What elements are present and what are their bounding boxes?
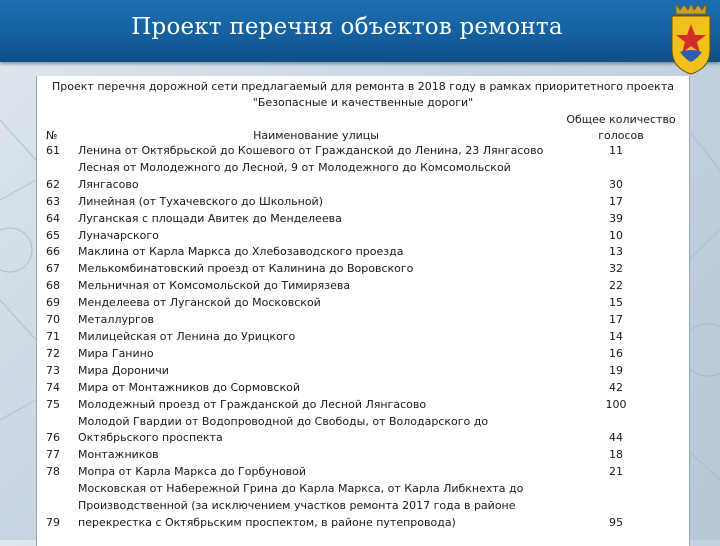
street-name (76, 228, 548, 245)
vote-count: 16 (609, 346, 623, 360)
row-number: 72 (46, 346, 60, 360)
row-number: 69 (46, 296, 60, 310)
street-name (76, 278, 548, 295)
street-name-line: Луначарского (78, 228, 159, 242)
row-number: 77 (46, 448, 60, 462)
vote-count: 32 (609, 262, 623, 276)
column-header-votes (557, 112, 685, 144)
street-name (76, 211, 548, 228)
street-name-line: Луганская с площади Авитек до Менделеева (78, 211, 342, 225)
street-name-line: Металлургов (78, 313, 154, 327)
table-row (37, 346, 689, 363)
table-row (37, 194, 689, 211)
street-name (76, 481, 548, 532)
vote-count: 42 (609, 380, 623, 394)
table-row (37, 295, 689, 312)
row-number: 67 (46, 262, 60, 276)
vote-count: 14 (609, 329, 623, 343)
street-name-line: Милицейская от Ленина до Урицкого (78, 329, 296, 343)
table-row (37, 380, 689, 397)
vote-count: 22 (609, 279, 623, 293)
table-row (37, 244, 689, 261)
table-caption (37, 79, 689, 111)
row-number: 78 (46, 465, 60, 479)
street-name (76, 312, 548, 329)
row-number: 63 (46, 194, 60, 208)
table-row (37, 261, 689, 278)
table-row (37, 329, 689, 346)
row-number: 76 (46, 431, 60, 445)
street-name-line: Менделеева от Луганской до Московской (78, 296, 321, 310)
street-name-line: Производственной (за исключением участков ремонта 2017 года в районе (78, 499, 516, 513)
table-row (37, 481, 689, 532)
street-name (76, 194, 548, 211)
coat-of-arms-icon (666, 2, 716, 76)
table-row (37, 464, 689, 481)
column-header-name: Наименование улицы (253, 129, 379, 142)
vote-count: 17 (609, 194, 623, 208)
street-name (76, 143, 548, 160)
street-name-line: Мелькомбинатовский проезд от Калинина до Воровского (78, 262, 414, 276)
row-number: 62 (46, 177, 60, 191)
table-body (37, 143, 689, 532)
street-name-line: Молодежный проезд от Гражданской до Лесной Лянгасово (78, 397, 427, 411)
vote-count: 39 (609, 211, 623, 225)
street-name (76, 464, 548, 481)
street-name-line: Маклина от Карла Маркса до Хлебозаводского проезда (78, 245, 404, 259)
vote-count: 13 (609, 245, 623, 259)
row-number: 75 (46, 397, 60, 411)
table-row (37, 211, 689, 228)
street-name (76, 397, 548, 414)
column-header-number: № (46, 129, 58, 142)
street-name-line: Лесная от Молодежного до Лесной, 9 от Молодежного до Комсомольской (78, 160, 511, 174)
table-row (37, 143, 689, 160)
table-row (37, 447, 689, 464)
vote-count: 17 (609, 313, 623, 327)
vote-count: 30 (609, 177, 623, 191)
street-name-line: Мира от Монтажников до Сормовской (78, 380, 300, 394)
table-row (37, 363, 689, 380)
table-row (37, 414, 689, 448)
street-name-line: перекрестка с Октябрьским проспектом, в районе путепровода) (78, 515, 456, 529)
table-row (37, 278, 689, 295)
table-row (37, 397, 689, 414)
vote-count: 44 (609, 431, 623, 445)
street-name (76, 261, 548, 278)
street-name-line: Мельничная от Комсомольской до Тимирязева (78, 279, 351, 293)
row-number: 68 (46, 279, 60, 293)
street-name-line: Монтажников (78, 448, 159, 462)
vote-count: 19 (609, 363, 623, 377)
street-name-line: Октябрьского проспекта (78, 431, 223, 445)
table-row (37, 160, 689, 194)
row-number: 64 (46, 211, 60, 225)
column-header-votes-line: Общее количество (566, 113, 676, 126)
row-number: 71 (46, 329, 60, 343)
street-name-line: Линейная (от Тухачевского до Школьной) (78, 194, 324, 208)
row-number: 73 (46, 363, 60, 377)
vote-count: 100 (605, 397, 627, 411)
row-number: 65 (46, 228, 60, 242)
street-name-line: Лянгасово (78, 177, 139, 191)
vote-count: 10 (609, 228, 623, 242)
header-bar (0, 0, 720, 62)
street-name (76, 380, 548, 397)
street-name (76, 160, 548, 194)
row-number: 66 (46, 245, 60, 259)
street-name (76, 346, 548, 363)
street-name-line: Мира Ганино (78, 346, 154, 360)
table-row (37, 312, 689, 329)
vote-count: 15 (609, 296, 623, 310)
table-row (37, 228, 689, 245)
vote-count: 95 (609, 515, 623, 529)
street-name (76, 363, 548, 380)
street-name-line: Молодой Гвардии от Водопроводной до Свободы, от Володарского до (78, 414, 489, 428)
column-header-votes-line: голосов (598, 129, 644, 142)
street-name-line: Ленина от Октябрьской до Кошевого от Гражданской до Ленина, 23 Лянгасово (78, 144, 544, 157)
page-title: Проект перечня объектов ремонта (131, 14, 563, 40)
caption-line: Проект перечня дорожной сети предлагаемый для ремонта в 2018 году в рамках приоритетного проекта (52, 80, 674, 93)
vote-count: 11 (609, 144, 623, 157)
caption-line: "Безопасные и качественные дороги" (252, 96, 474, 109)
street-name (76, 414, 548, 448)
street-name (76, 295, 548, 312)
street-name-line: Мира Дороничи (78, 363, 169, 377)
row-number: 79 (46, 515, 60, 529)
street-name (76, 329, 548, 346)
street-name (76, 244, 548, 261)
vote-count: 18 (609, 448, 623, 462)
row-number: 74 (46, 380, 60, 394)
row-number: 61 (46, 144, 60, 157)
row-number: 70 (46, 313, 60, 327)
vote-count: 21 (609, 465, 623, 479)
street-name (76, 447, 548, 464)
street-name-line: Мопра от Карла Маркса до Горбуновой (78, 465, 307, 479)
table-sheet (36, 76, 690, 546)
street-name-line: Московская от Набережной Грина до Карла Маркса, от Карла Либкнехта до (78, 482, 524, 496)
